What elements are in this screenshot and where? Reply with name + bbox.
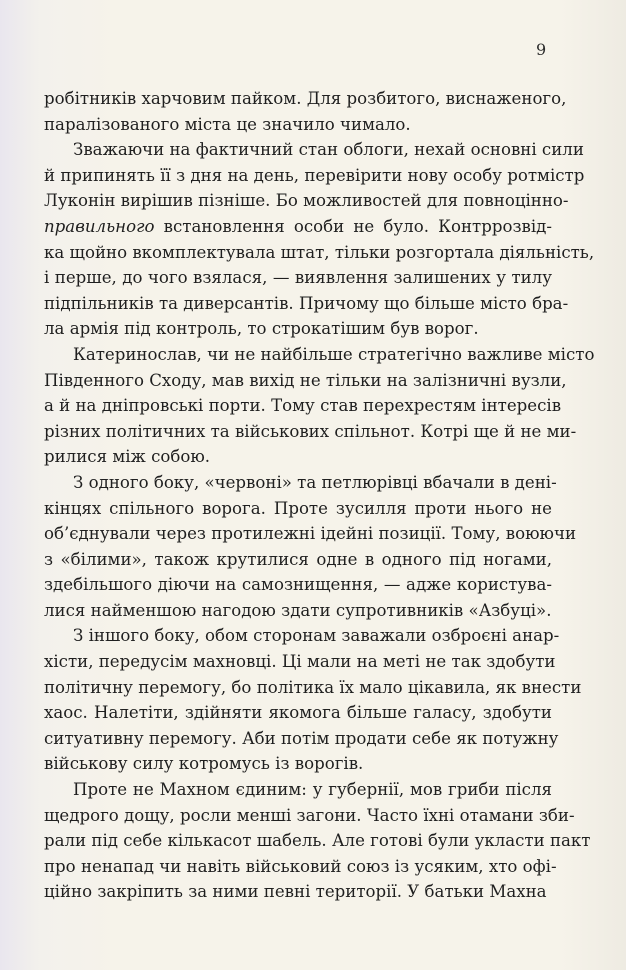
text-run: з «білими», також крутилися одне в одного під ногами, — [44, 549, 552, 569]
text-run: паралізованого міста це значило чимало. — [44, 114, 411, 134]
text-line — [44, 828, 591, 854]
text-run: Катеринослав, чи не найбільше стратегічно важливе місто — [73, 344, 595, 364]
text-run: хісти, передусім махновці. Ці мали на меті не так здобути — [44, 652, 556, 672]
text-line — [44, 342, 595, 368]
text-line — [44, 419, 577, 445]
text-run: ситуативну перемогу. Аби потім продати себе як потужну — [44, 728, 559, 748]
text-line — [44, 623, 560, 649]
paragraph — [44, 623, 582, 777]
text-line — [44, 547, 552, 573]
text-run: а й на дніпровські порти. Тому став перехрестям інтересів — [44, 396, 562, 416]
text-run: З одного боку, «червоні» та петлюрівці вбачали в дені- — [73, 472, 557, 492]
text-line — [44, 572, 552, 598]
text-line — [44, 777, 552, 803]
text-line — [44, 470, 557, 496]
paragraph — [44, 470, 577, 624]
text-line — [44, 854, 557, 880]
text-line — [44, 188, 569, 214]
italic-word: правильного — [44, 216, 155, 236]
text-run: Південного Сходу, мав вихід не тільки на залізничні вузли, — [44, 370, 567, 390]
text-line — [44, 137, 584, 163]
text-run: рали під себе кількасот шабель. Але готові були укласти пакт — [44, 831, 591, 851]
text-line — [44, 393, 562, 419]
text-run: ка щойно вкомплектувала штат, тільки розгортала діяльність, — [44, 242, 595, 262]
page-number: 9 — [536, 40, 547, 59]
text-line — [44, 521, 577, 547]
paragraph — [44, 777, 591, 905]
text-line — [44, 240, 595, 266]
body-text — [44, 86, 595, 905]
text-line — [44, 316, 552, 342]
text-line — [44, 265, 552, 291]
text-run: хаос. Налетіти, здійняти якомога більше галасу, здобути — [44, 703, 552, 723]
text-run: щедрого дощу, росли менші загони. Часто їхні отамани зби- — [44, 805, 575, 825]
text-run: про ненапад чи навіть військовий союз із усяким, хто офі- — [44, 856, 557, 876]
text-line — [44, 803, 575, 829]
text-run: Проте не Махном єдиним: у губернії, мов гриби після — [73, 780, 552, 800]
text-run: об’єднували через протилежні ідейні позиції. Тому, воюючи — [44, 524, 577, 544]
text-run: Зважаючи на фактичний стан облоги, нехай основні сили — [73, 140, 584, 160]
text-run: військову силу котромусь із ворогів. — [44, 754, 364, 774]
text-run: підпільників та диверсантів. Причому що більше місто бра- — [44, 293, 569, 313]
text-run: лися найменшою нагодою здати супротивників «Азбуці». — [44, 600, 552, 620]
text-line — [44, 214, 552, 240]
text-line — [44, 86, 567, 112]
text-run: ла армія під контроль, то строкатішим був ворог. — [44, 319, 479, 339]
text-run: рилися між собою. — [44, 447, 211, 467]
text-line — [44, 368, 567, 394]
text-line — [44, 163, 585, 189]
text-run: ційно закріпить за ними певні території. У батьки Махна — [44, 882, 547, 902]
text-line — [44, 649, 556, 675]
text-run: й припинять її з дня на день, перевірити нову особу ротмістр — [44, 165, 585, 185]
text-run: встановлення особи не було. Контррозвід- — [154, 216, 552, 236]
text-run: робітників харчовим пайком. Для розбитого, виснаженого, — [44, 89, 567, 108]
text-line — [44, 598, 552, 624]
text-run: і перше, до чого взялася, — виявлення залишених у тилу — [44, 268, 552, 288]
text-line — [44, 444, 552, 470]
paragraph — [44, 86, 567, 137]
text-line — [44, 291, 569, 317]
text-line — [44, 112, 552, 138]
text-line — [44, 675, 582, 701]
text-line — [44, 726, 559, 752]
text-run: Луконін вирішив пізніше. Бо можливостей для повноцінно- — [44, 191, 569, 211]
text-run: З іншого боку, обом сторонам заважали озброєні анар- — [73, 626, 560, 646]
text-run: здебільшого діючи на самознищення, — адже користува- — [44, 575, 552, 595]
text-run: кінцях спільного ворога. Проте зусилля проти нього не — [44, 498, 552, 518]
text-run: політичну перемогу, бо політика їх мало цікавила, як внести — [44, 677, 582, 697]
text-run: різних політичних та військових спільнот. Котрі ще й не ми- — [44, 421, 577, 441]
text-line — [44, 700, 552, 726]
text-line — [44, 879, 552, 905]
paragraph — [44, 342, 595, 470]
text-line — [44, 751, 552, 777]
paragraph — [44, 137, 595, 342]
text-line — [44, 496, 552, 522]
